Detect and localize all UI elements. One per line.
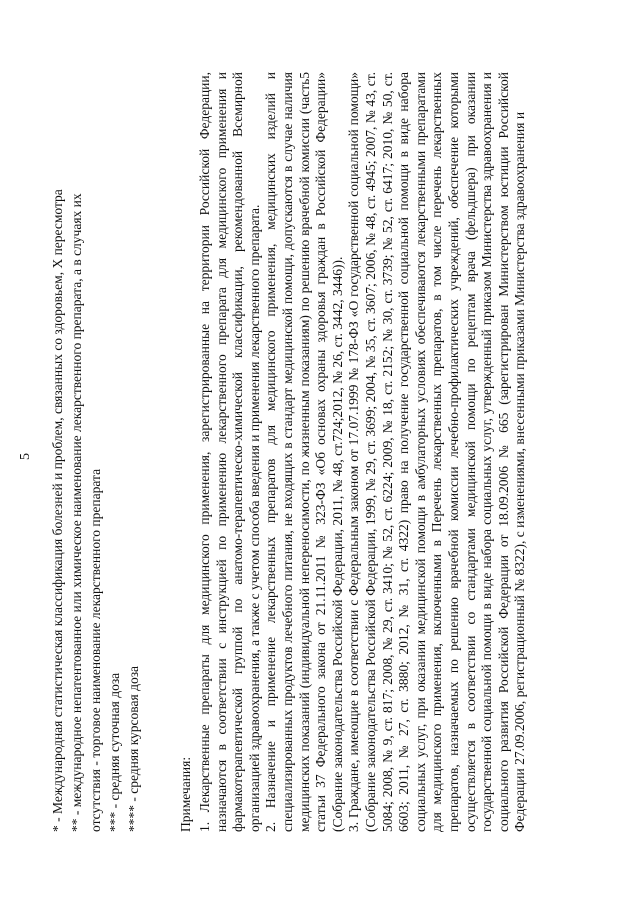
notes-title: Примечания:	[178, 756, 193, 832]
footnote-icd: * - Международная статистическая классификация болезней и проблем, связанных со здоровьем, X пересмотра	[50, 189, 65, 832]
note-2: 2. Назначение и применение лекарственных препаратов для медицинского применения, медицинских изделий и специализированных продуктов лечебного питания, не входящих в стандарт медицинской помощи, допускаются в случае наличия медицинских показаний (индивидуальной непереносимости, по жизненным показаниям) по решению врачебной комиссии (часть5 статьи 37 Федерального закона от 21.11.2011 № 323-ФЗ «Об основах охраны здоровья граждан в Российской Федерации» (Собрание законодательства Российской Федерации, 2011, № 48, ст.724;2012, № 26, ст. 3442, 3446)).	[263, 72, 345, 832]
footnote-daily-dose: *** - средняя суточная доза	[107, 672, 122, 832]
page-number: 5	[18, 453, 33, 460]
footnote-inn-cont: отсутствия - торговое наименование лекарственного препарата	[88, 468, 103, 832]
notes-body	[197, 72, 529, 832]
note-1: 1. Лекарственные препараты для медицинского применения, зарегистрированные на территории Российской Федерации, назначаются в соответствии с инструкцией по применению лекарственного препарата для медицинского применения и фармакотерапевтической группой по анатомо-терапевтическо-химической классификации, рекомендованной Всемирной организацией здравоохранения, а также с учетом способа введения и применения лекарственного препарата.	[197, 72, 262, 832]
note-3: 3. Граждане, имеющие в соответствии с Федеральным законом от 17.07.1999 № 178-ФЗ «О государственной социальной помощи» (Собрание законодательства Российской Федерации, 1999, № 29, ст. 3699; 2004, № 35, ст. 3607; 2006, № 48, ст. 4945; 2007, № 43, ст. 5084; 2008, № 9, ст. 817; 2008, № 29, ст. 3410; № 52, ст. 6224; 2009, № 18, ст. 2152; № 30, ст. 3739; № 52, ст. 6417; 2010, № 50, ст. 6603; 2011, № 27, ст. 3880; 2012, № 31, ст. 4322) право на получение государственной социальной помощи в виде набора социальных услуг, при оказании медицинской помощи в амбулаторных условиях обеспечиваются лекарственными препаратами для медицинского применения, включенными в Перечень лекарственных препаратов, в том числе перечень лекарственных препаратов, назначаемых по решению врачебной комиссии лечебно-профилактических учреждений, обеспечение которыми осуществляется в соответствии со стандартами медицинской помощи по рецептам врача (фельдшера) при оказании государственной социальной помощи в виде набора социальных услуг, утвержденный приказом Министерства здравоохранения и социального развития Российской Федерации от 18.09.2006 № 665 (зарегистрирован Министерством юстиции Российской Федерации 27.09.2006, регистрационный № 8322), с изменениями, внесенными приказами Министерства здравоохранения и	[346, 72, 528, 832]
footnote-inn: ** - международное непатентованное или химическое наименование лекарственного препарата, а в случаях их	[69, 193, 84, 832]
footnote-course-dose: **** - средняя курсовая доза	[126, 665, 141, 832]
